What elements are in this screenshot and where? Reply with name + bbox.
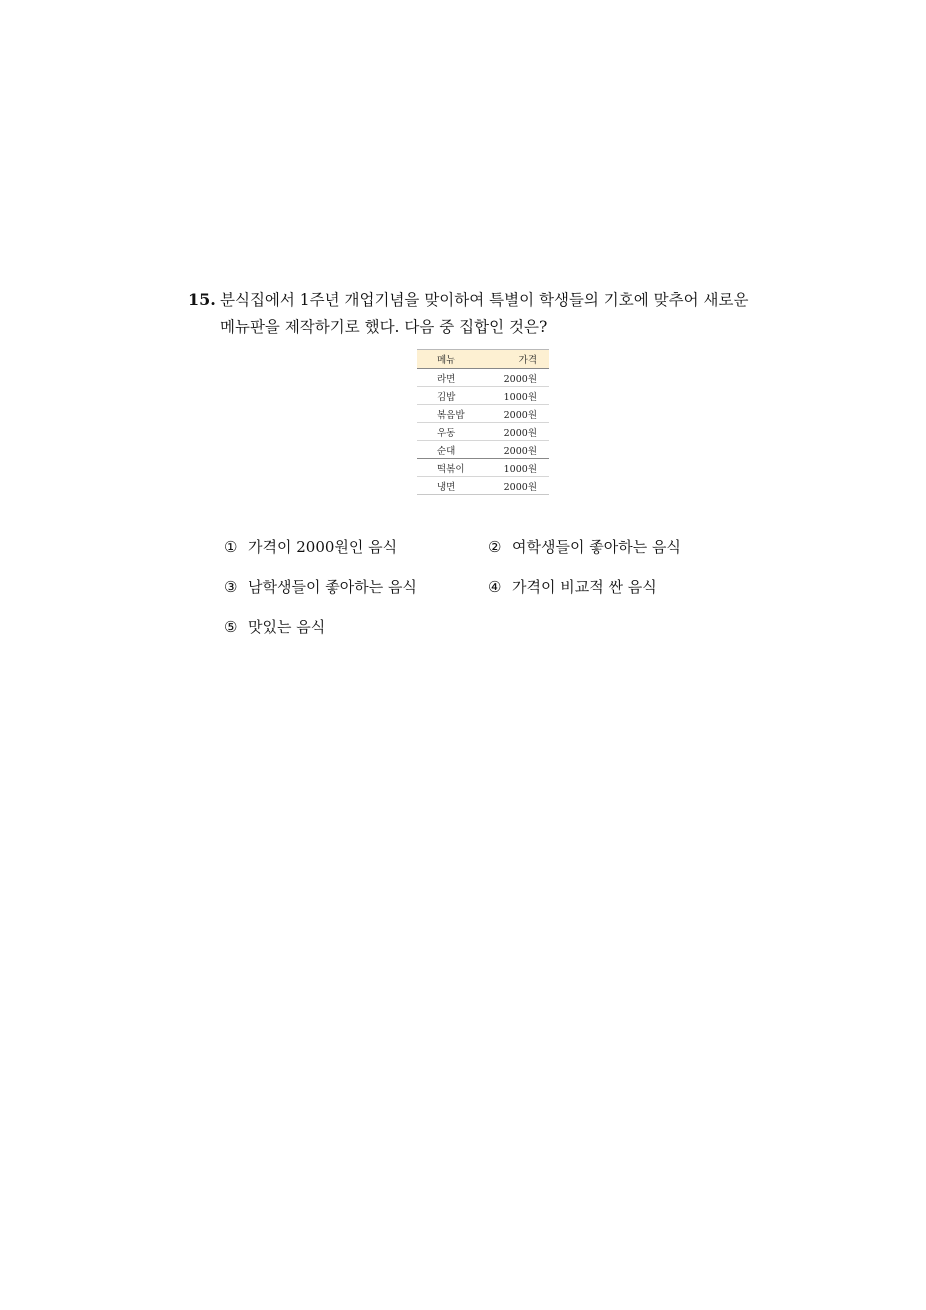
choice-mark: ② — [488, 538, 502, 556]
table-row — [417, 477, 549, 495]
table-row — [417, 441, 549, 459]
menu-name: 떡볶이 — [417, 459, 494, 477]
menu-name: 김밥 — [417, 387, 494, 405]
table-header-row — [417, 350, 549, 369]
choice-mark: ⑤ — [224, 618, 238, 636]
header-price: 가격 — [494, 350, 549, 369]
menu-name: 우동 — [417, 423, 494, 441]
choice-mark: ④ — [488, 578, 502, 596]
menu-name: 냉면 — [417, 477, 494, 495]
choice-text: 맛있는 음식 — [248, 618, 326, 636]
choice-5[interactable] — [224, 616, 325, 637]
choice-3[interactable] — [224, 576, 417, 597]
menu-price: 2000원 — [494, 405, 549, 423]
table-row — [417, 459, 549, 477]
choice-mark: ③ — [224, 578, 238, 596]
question-text-1: 분식집에서 1주년 개업기념을 맞이하여 특별이 학생들의 기호에 맞추어 새로운 — [220, 291, 749, 309]
menu-price: 1000원 — [494, 387, 549, 405]
choice-text: 남학생들이 좋아하는 음식 — [248, 578, 417, 596]
menu-table — [417, 349, 549, 495]
choice-mark: ① — [224, 538, 238, 556]
choice-1[interactable] — [224, 536, 397, 557]
menu-price: 2000원 — [494, 477, 549, 495]
menu-name: 볶음밥 — [417, 405, 494, 423]
question-block — [188, 286, 768, 341]
menu-name: 라면 — [417, 369, 494, 387]
question-line-2 — [188, 314, 768, 341]
question-line-1 — [188, 286, 768, 314]
menu-price: 2000원 — [494, 423, 549, 441]
table-row — [417, 423, 549, 441]
menu-price: 1000원 — [494, 459, 549, 477]
table-row — [417, 369, 549, 387]
table-row — [417, 405, 549, 423]
table-row — [417, 387, 549, 405]
question-number: 15. — [188, 290, 216, 309]
menu-name: 순대 — [417, 441, 494, 459]
choice-text: 가격이 2000원인 음식 — [248, 538, 398, 556]
menu-price: 2000원 — [494, 441, 549, 459]
choice-text: 가격이 비교적 싼 음식 — [512, 578, 657, 596]
menu-price: 2000원 — [494, 369, 549, 387]
choice-2[interactable] — [488, 536, 681, 557]
question-text-2: 메뉴판을 제작하기로 했다. 다음 중 집합인 것은? — [220, 318, 548, 336]
choice-text: 여학생들이 좋아하는 음식 — [512, 538, 681, 556]
choice-4[interactable] — [488, 576, 657, 597]
header-menu: 메뉴 — [417, 350, 494, 369]
